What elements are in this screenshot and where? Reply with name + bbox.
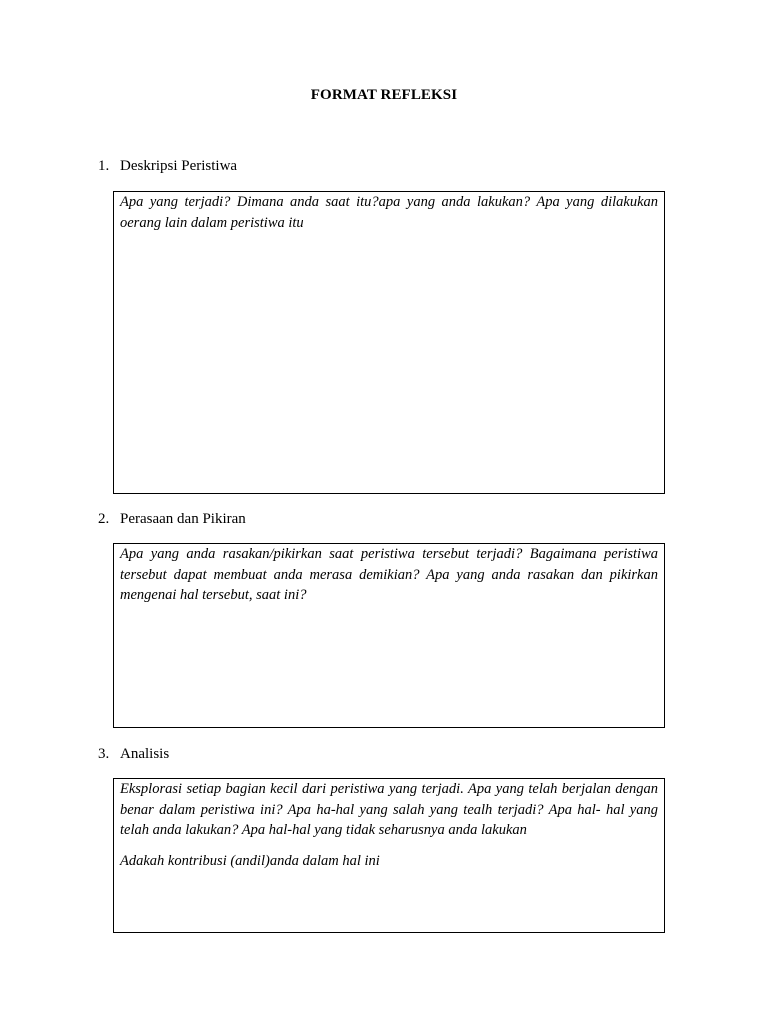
section-heading-analisis [98, 746, 169, 763]
box-prompt-text: Apa yang anda rasakan/pikirkan saat peristiwa tersebut terjadi? Bagaimana peristiwa tersebut dapat membuat anda merasa demikian? Apa yang anda rasakan dan pikirkan mengenai hal tersebut, saat ini? [120, 546, 658, 603]
section-number: 2. [98, 511, 110, 527]
deskripsi-peristiwa-box[interactable] [113, 191, 665, 494]
box-prompt-text: Adakah kontribusi (andil)anda dalam hal ini [120, 852, 380, 869]
section-title: Perasaan dan Pikiran [120, 511, 246, 527]
section-title: Deskripsi Peristiwa [120, 158, 238, 174]
box-prompt-text: Eksplorasi setiap bagian kecil dari peristiwa yang terjadi. Apa yang telah berjalan dengan benar dalam peristiwa ini? Apa ha-hal yang salah yang tealh terjadi? Apa hal- hal yang telah anda lakukan? Apa hal-hal yang tidak seharusnya anda lakukan [120, 781, 658, 838]
section-number: 1. [98, 158, 110, 174]
section-title: Analisis [120, 746, 170, 762]
analisis-box[interactable] [113, 778, 665, 933]
box-prompt-text: Apa yang terjadi? Dimana anda saat itu?apa yang anda lakukan? Apa yang dilakukan oerang lain dalam peristiwa itu [120, 194, 658, 231]
section-heading-deskripsi-peristiwa [98, 158, 237, 175]
section-heading-perasaan-dan-pikiran [98, 511, 246, 528]
section-number: 3. [98, 746, 110, 762]
perasaan-dan-pikiran-box[interactable] [113, 543, 665, 728]
document-title: FORMAT REFLEKSI [310, 87, 458, 103]
